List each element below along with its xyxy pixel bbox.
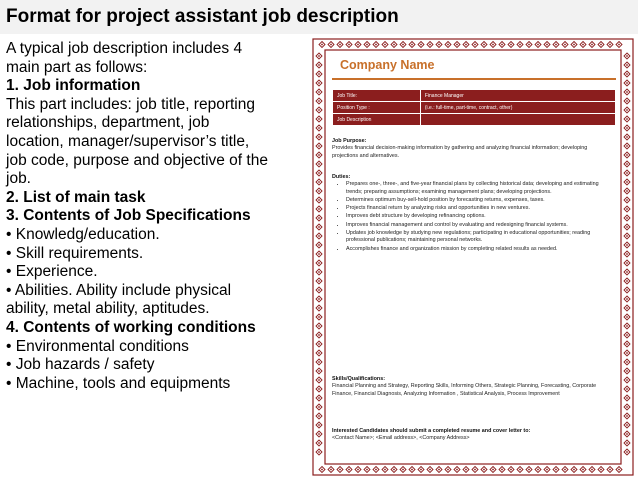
duty-item: • Accomplishes finance and organization mission by completing related results as needed. (346, 246, 608, 253)
section-heading: 2. List of main task (6, 188, 146, 206)
text-line: main part as follows: (6, 58, 148, 76)
position-type-label: Position Type : (333, 102, 421, 114)
purpose-heading: Job Purpose: (332, 138, 367, 144)
duty-item: • Determines optimum buy-sell-hold position by forecasting returns, expenses, taxes. (346, 197, 608, 204)
skills-text: Financial Planning and Strategy, Reporting Skills, Informing Others, Strategic Planning, Forecasting, Corporate Finance, Financial Diagnosis, Analyzing Information , Statistical Analysis, Process Improvement (332, 383, 597, 397)
text-line: • Skill requirements. (6, 244, 144, 262)
position-type-value: (i.e.: full-time, part-time, contract, other) (420, 102, 615, 114)
divider (332, 78, 616, 80)
text-line: • Abilities. Ability include physical (6, 281, 232, 299)
duty-item: • Updates job knowledge by studying new regulations; participating in educational opportunities; reading professional publications; maintaining personal networks. (346, 230, 608, 245)
duty-item: • Prepares one-, three-, and five-year financial plans by collecting historical data; developing and estimating trends; preparing assumptions; examining management plans; developing projections. (346, 181, 608, 196)
job-description-document (310, 36, 636, 478)
text-line: • Environmental conditions (6, 337, 189, 355)
job-description-label: Job Description (333, 114, 421, 126)
skills-section (332, 376, 608, 398)
skills-heading: Skills/Qualifications: (332, 376, 386, 382)
contact-text: Interested Candidates should submit a completed resume and cover letter to: (332, 428, 531, 434)
text-line: • Knowledg/education. (6, 225, 160, 243)
section-heading: 1. Job information (6, 77, 141, 95)
purpose-section (332, 138, 608, 160)
text-line: A typical job description includes 4 (6, 40, 243, 57)
text-line: • Machine, tools and equipments (6, 374, 231, 392)
section-heading: 4. Contents of working conditions (6, 318, 256, 336)
duty-item: • Improves financial management and control by evaluating and redesigning financial systems. (346, 222, 608, 229)
description-text (6, 40, 304, 393)
text-line: This part includes: job title, reporting (6, 95, 255, 113)
job-title-label: Job Title: (333, 90, 421, 102)
contact-line: <Contact Name>; <Email address>, <Company Address> (332, 435, 470, 442)
text-line: relationships, department, job (6, 114, 210, 132)
job-info-table (332, 89, 616, 126)
purpose-text: Provides financial decision-making information by gathering and analyzing financial information; developing projections and alternatives. (332, 145, 588, 159)
duties-list (332, 181, 608, 253)
text-line: location, manager/supervisor’s title, (6, 132, 250, 150)
text-line: ability, metal ability, aptitudes. (6, 300, 210, 318)
company-name: Company Name (340, 58, 435, 72)
section-heading: 3. Contents of Job Specifications (6, 207, 251, 225)
duty-item: • Projects financial return by analyzing risks and opportunities in new ventures. (346, 205, 608, 212)
duties-section (332, 174, 608, 254)
text-line: job. (6, 170, 31, 188)
job-title-value: Finance Manager (420, 90, 615, 102)
text-line: job code, purpose and objective of the (6, 151, 268, 169)
contact-section (332, 428, 608, 443)
page-title: Format for project assistant job description (6, 6, 399, 27)
duties-heading: Duties: (332, 174, 351, 180)
duty-item: • Improves debt structure by developing refinancing options. (346, 213, 608, 220)
text-line: • Experience. (6, 263, 98, 281)
text-line: • Job hazards / safety (6, 356, 155, 374)
